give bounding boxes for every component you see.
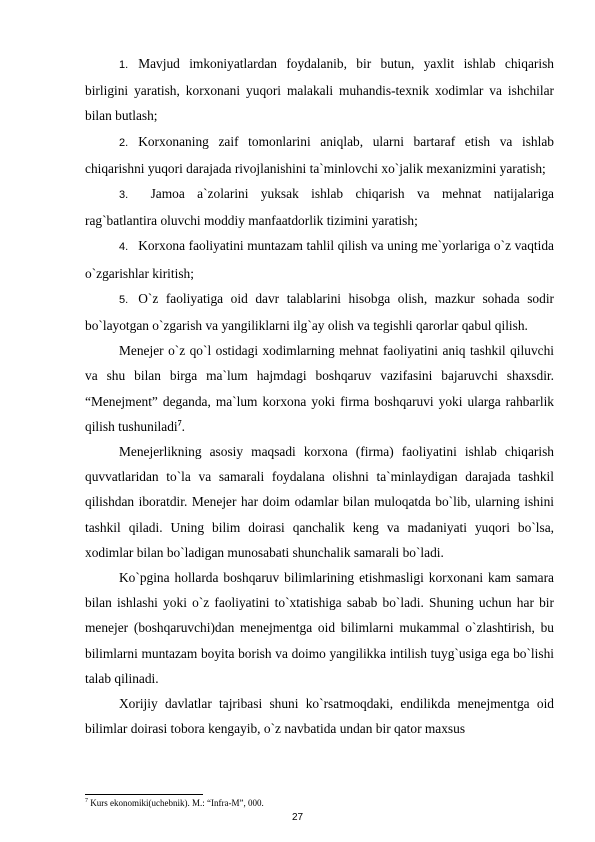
paragraph-xorijiy-tajriba: Xorijiy davlatlar tajribasi shuni ko`rsatmoqdaki, endilikda menejmentga oid bilimlar doirasi tobora kengayib, o`z navbatida undan bir qator maxsus: [85, 696, 554, 737]
list-item-4: [85, 233, 554, 285]
paragraph-text: Menejer o`z qo`l ostidagi xodimlarning mehnat faoliyatini aniq tashkil qiluvchi va shu bilan birga ma`lum hajmdagi boshqaruv vazifasini bajaruvchi shaxsdir. “Menejment” deganda, ma`lum korxona yoki firma boshqaruvi yoki ularga rahbarlik qilish tushuniladi: [85, 343, 554, 434]
list-item-text: Mavjud imkoniyatlardan foydalanib, bir butun, yaxlit ishlab chiqarish birligini yaratish, korxonani yuqori malakali muhandis-texnik xodimlar va ishchilar bilan butlash;: [85, 56, 554, 124]
paragraph-end: .: [181, 418, 185, 434]
list-item-5: [85, 286, 554, 338]
list-item-text: Jamoa a`zolarini yuksak ishlab chiqarish va mehnat natijalariga rag`batlantira oluvchi moddiy manfaatdorlik tizimini yaratish;: [85, 186, 554, 229]
footnote-marker: 7: [85, 798, 88, 804]
paragraph-menejer: [85, 338, 554, 439]
list-number: 5.: [119, 293, 129, 306]
list-number: 1.: [119, 59, 129, 71]
footnote: [85, 797, 554, 809]
list-number: 4.: [119, 241, 129, 254]
list-item-1: [85, 51, 554, 129]
list-item-2: [85, 129, 554, 181]
list-item-3: [85, 181, 554, 233]
list-item-text: Korxona faoliyatini muntazam tahlil qilish va uning me`yorlariga o`z vaqtida o`zgarishlar kiritish;: [85, 238, 554, 281]
body-text: [85, 51, 554, 741]
footnote-divider: [85, 794, 203, 795]
paragraph-menejerlik-maqsadi: Menejerlikning asosiy maqsadi korxona (firma) faoliyatini ishlab chiqarish quvvatlaridan to`la va samarali foydalana olishni ta`minlaydigan darajada tashkil qilishdan iboratdir. Menejer har doim odamlar bilan muloqatda bo`lib, ularning ishini tashkil qiladi. Uning bilim doirasi qanchalik keng va madaniyati yuqori bo`lsa, xodimlar bilan bo`ladigan munosabati shunchalik samarali bo`ladi.: [85, 444, 554, 560]
footnote-text: Kurs ekonomiki(uchebnik). M.: “Infra-M”, 000.: [88, 798, 264, 808]
list-item-text: Korxonaning zaif tomonlarini aniqlab, ularni bartaraf etish va ishlab chiqarishni yuqori darajada rivojlanishini ta`minlovchi xo`jalik mexanizmini yaratish;: [85, 133, 554, 176]
page-number: 27: [291, 812, 304, 823]
list-item-text: O`z faoliyatiga oid davr talablarini hisobga olish, mazkur sohada sodir bo`layotgan o`zgarish va yangiliklarni ilg`ay olish va tegishli qarorlar qabul qilish.: [85, 290, 554, 334]
list-number: 2.: [119, 136, 129, 149]
paragraph-boshqaruv-bilimlari: Ko`pgina hollarda boshqaruv bilimlarining etishmasligi korxonani kam samara bilan ishlashi yoki o`z faoliyatini to`xtatishiga sabab bo`ladi. Shuning uchun har bir menejer (boshqaruvchi)dan menejmentga oid bilimlarni mukammal o`zlashtirish, bu bilimlarni muntazam boyita borish va doimo yangilikka intilish tuyg`usiga ega bo`lishi talab qilinadi.: [85, 570, 554, 686]
list-number: 3.: [119, 189, 129, 202]
footnote-reference[interactable]: 7: [177, 418, 182, 428]
